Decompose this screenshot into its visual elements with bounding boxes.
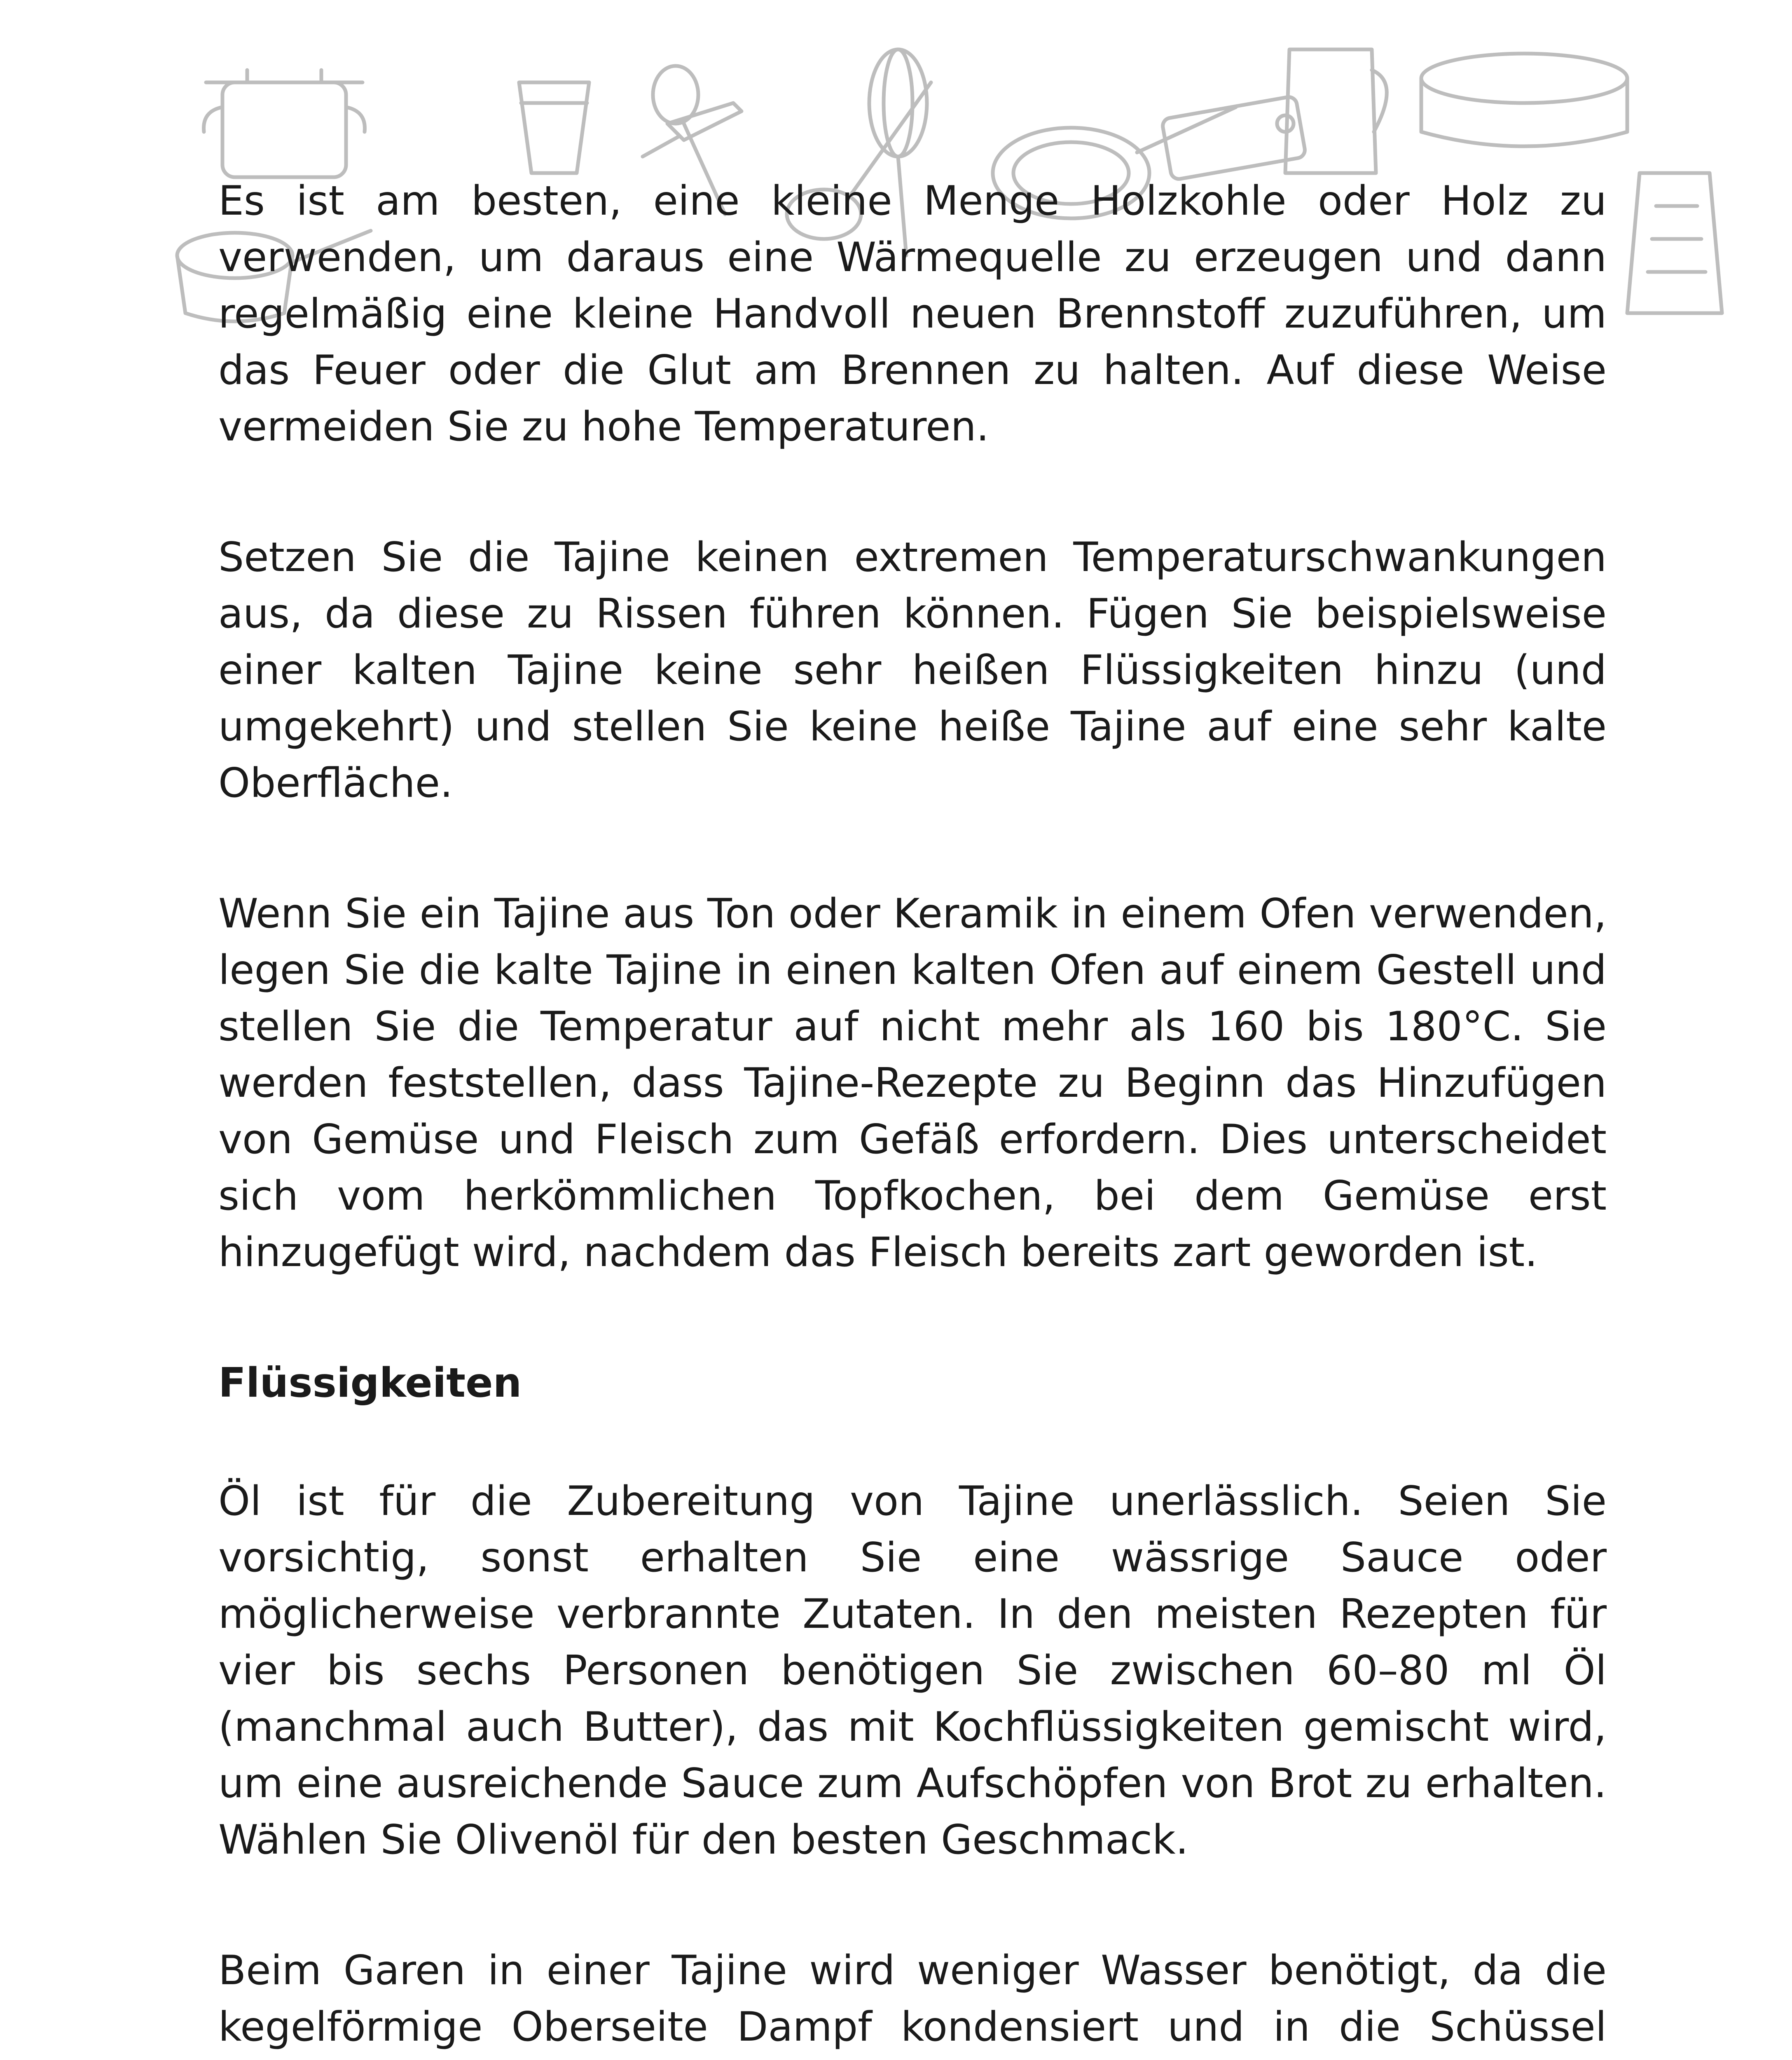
paragraph: Wenn Sie ein Tajine aus Ton oder Keramik in einem Ofen verwenden, legen Sie die kalte Tajine in einen kalten Ofen auf einem Gestell und stellen Sie die Temperatur auf nicht mehr als 160 bis 180°C. Sie werden feststellen, dass Tajine-Rezepte zu Beginn das Hinzufügen von Gemüse und Fleisch zum Gefäß erfordern. Dies unterscheidet sich vom herkömmlichen Topfkochen, bei dem Gemüse erst hinzugefügt wird, nachdem das Fleisch bereits zart geworden ist. [218, 890, 1607, 1276]
glass-icon [519, 82, 589, 173]
cutting-board-icon [1161, 96, 1306, 180]
paragraph: Setzen Sie die Tajine keinen extremen Temperaturschwankungen aus, da diese zu Rissen führen können. Fügen Sie beispielsweise einer kalten Tajine keine sehr heißen Flüssigkeiten hinzu (und umgekehrt) und stellen Sie keine heiße Tajine auf eine sehr kalte Oberfläche. [218, 534, 1607, 807]
paragraph: Öl ist für die Zubereitung von Tajine unerlässlich. Seien Sie vorsichtig, sonst erhalten Sie eine wässrige Sauce oder möglicherweise verbrannte Zutaten. In den meisten Rezepten für vier bis sechs Personen benötigen Sie zwischen 60–80 ml Öl (manchmal auch Butter), das mit Kochflüssigkeiten gemischt wird, um eine ausreichende Sauce zum Aufschöpfen von Brot zu erhalten. Wählen Sie Olivenöl für den besten Geschmack. [218, 1478, 1607, 1863]
paragraph: Es ist am besten, eine kleine Menge Holzkohle oder Holz zu verwenden, um daraus eine Wärmequelle zu erzeugen und dann regelmäßig eine kleine Handvoll neuen Brennstoff zuzuführen, um das Feuer oder die Glut am Brennen zu halten. Auf diese Weise vermeiden Sie zu hohe Temperaturen. [218, 178, 1607, 450]
knife-icon [643, 103, 742, 157]
document-body [218, 173, 1607, 2060]
jug-icon [1285, 49, 1387, 173]
cooking-pot-icon [204, 70, 365, 177]
grater-icon [1627, 173, 1722, 313]
baking-tin-icon [1421, 54, 1627, 146]
paragraph: Beim Garen in einer Tajine wird weniger Wasser benötigt, da die kegelförmige Oberseite Dampf kondensiert und in die Schüssel [218, 1947, 1607, 2051]
section-heading: Flüssigkeiten [218, 1360, 522, 1407]
